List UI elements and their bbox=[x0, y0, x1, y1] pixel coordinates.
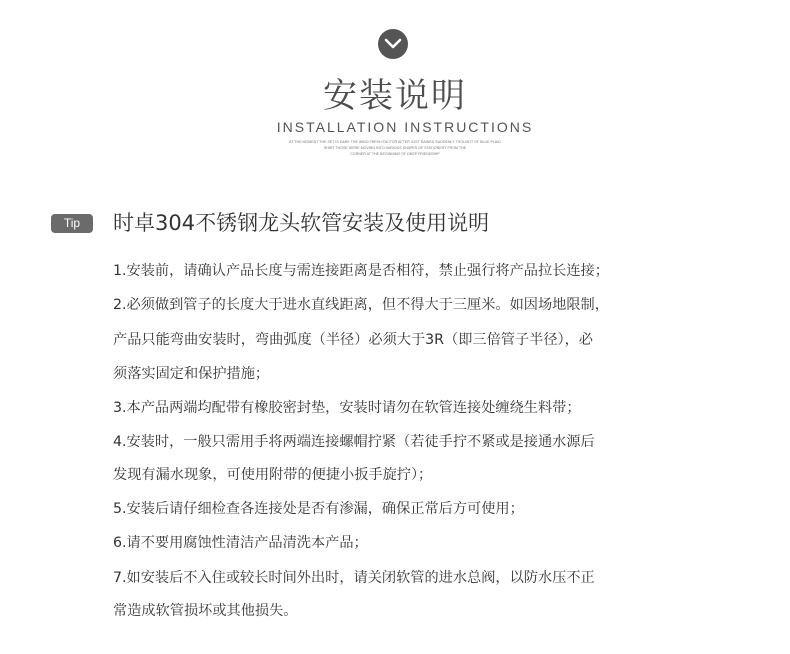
chevron-down-icon bbox=[378, 29, 408, 59]
fine-print-line: SHIRT THOSE WERE MOVING INTO VARIOUS SHAPES OF STATIONERY FROM THE bbox=[323, 146, 467, 150]
instruction-line: 3.本产品两端均配带有橡胶密封垫，安装时请勿在软管连接处缠绕生料带； bbox=[113, 400, 581, 416]
instruction-line: 5.安装后请仔细检查各连接处是否有渗漏，确保正常后方可使用； bbox=[113, 501, 524, 517]
instruction-line: 产品只能弯曲安装时，弯曲弧度（半径）必须大于3R（即三倍管子半径），必 bbox=[113, 332, 593, 348]
instruction-line: 7.如安装后不入住或较长时间外出时，请关闭软管的进水总阀，以防水压不正 bbox=[113, 570, 595, 586]
instruction-line: 4.安装时，一般只需用手将两端连接螺帽拧紧（若徒手拧不紧或是接通水源后 bbox=[113, 434, 595, 450]
tip-badge: Tip bbox=[51, 214, 93, 233]
instruction-line: 6.请不要用腐蚀性清洁产品清洗本产品； bbox=[113, 535, 368, 551]
page-subtitle: INSTALLATION INSTRUCTIONS bbox=[276, 119, 534, 135]
fine-print-line: CORNER AT THE BEGINNING OF DEEP FRIENDSHIP bbox=[350, 152, 440, 156]
instruction-line: 发现有漏水现象，可使用附带的便捷小扳手旋拧）； bbox=[113, 467, 433, 483]
fine-print-line: AT THE MOMENT THE SET IS DARK THE WIND FRESH FACTOR AFTER JUST RAINED SUDDENLY THOUGHT OF BLUE PLAID bbox=[289, 140, 501, 144]
instruction-line: 2.必须做到管子的长度大于进水直线距离，但不得大于三厘米。如因场地限制， bbox=[113, 297, 609, 313]
page-title: 安装说明 bbox=[323, 76, 467, 116]
instruction-line: 常造成软管损坏或其他损失。 bbox=[113, 603, 298, 619]
instruction-line: 1.安装前，请确认产品长度与需连接距离是否相符，禁止强行将产品拉长连接； bbox=[113, 263, 609, 279]
section-heading: 时卓304不锈钢龙头软管安装及使用说明 bbox=[113, 211, 490, 235]
instruction-line: 须落实固定和保护措施； bbox=[113, 366, 270, 382]
